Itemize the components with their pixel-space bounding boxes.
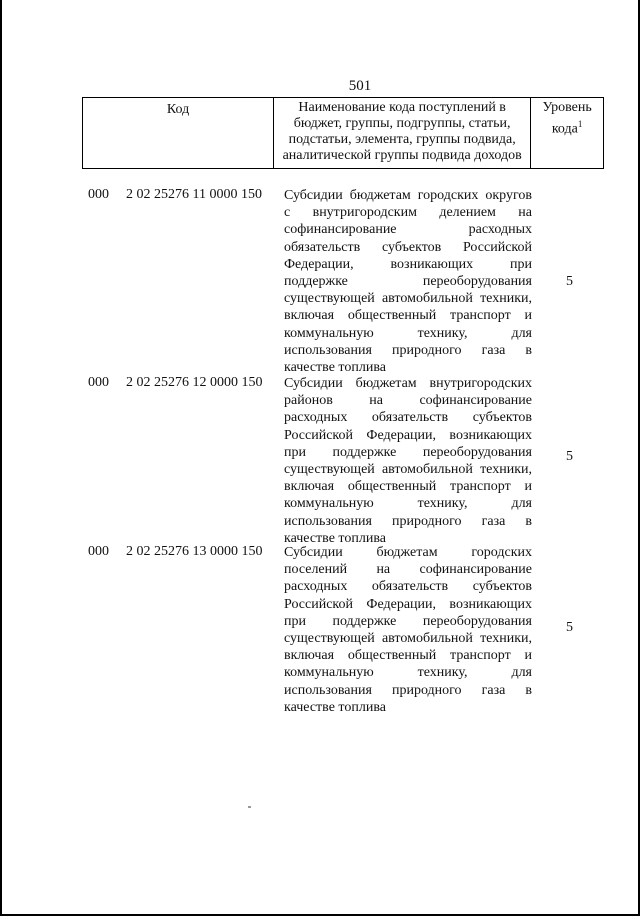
description-line: поселений на софинансирование [284,562,532,578]
description-line: использования природного газа в [284,682,532,698]
description-line: включая общественный транспорт и [284,479,532,495]
description-line: Федерации, возникающих при [284,256,532,272]
description-line: существующей автомобильной техники, [284,631,532,647]
scan-speck [248,806,251,808]
header-name-line: Наименование кода поступлений в [298,100,506,115]
header-name-line: аналитической группы подвида доходов [282,148,522,163]
description-line: Субсидии бюджетам внутригородских [284,376,532,391]
header-level-line1: Уровень [542,100,592,115]
description-line: Российской Федерации, возникающих [284,596,532,612]
description-line: существующей автомобильной техники, [284,462,532,478]
description-line: существующей автомобильной техники, [284,291,532,307]
description-line: Российской Федерации, возникающих [284,427,532,443]
header-level-label: кода [551,121,578,137]
description-line: качестве топлива [284,530,386,546]
description-line: включая общественный транспорт и [284,648,532,664]
header-table [82,97,604,169]
admin-code: 000 [88,544,109,559]
description-line: районов на софинансирование [284,393,532,409]
admin-code: 000 [88,375,109,390]
description-line: Субсидии бюджетам городских округов [284,188,532,203]
code-level: 5 [566,449,573,464]
description-line: софинансирование расходных [284,222,532,238]
page-number: 501 [348,78,372,94]
code-level: 5 [566,274,573,289]
header-name-line: подстатьи, элемента, группы подвида, [288,132,516,147]
description-line: коммунальную технику, для [284,665,532,681]
header-name-line: бюджет, группы, подгруппы, статьи, [293,116,511,131]
description-line: использования природного газа в [284,342,532,358]
description-line: использования природного газа в [284,513,532,529]
description-line: с внутригородским делением на [284,205,532,221]
revenue-code: 2 02 25276 12 0000 150 [126,375,263,390]
admin-code: 000 [88,187,109,202]
revenue-code: 2 02 25276 13 0000 150 [126,544,263,559]
description-line: при поддержке переоборудования [284,444,532,460]
header-name-cell [274,98,531,169]
code-level: 5 [566,620,573,635]
revenue-description [284,544,532,716]
description-line: коммунальную технику, для [284,325,532,341]
description-line: обязательств субъектов Российской [284,239,532,255]
revenue-code: 2 02 25276 11 0000 150 [126,187,262,202]
header-level-line2 [531,116,603,138]
description-line: расходных обязательств субъектов [284,410,532,426]
description-line: качестве топлива [284,360,386,376]
description-line: коммунальную технику, для [284,496,532,512]
header-code-label: Код [166,102,190,117]
description-line: включая общественный транспорт и [284,308,532,324]
description-line: при поддержке переоборудования [284,613,532,629]
description-line: поддержке переоборудования [284,274,532,290]
description-line: Субсидии бюджетам городских [284,545,532,560]
header-level-cell [531,98,604,169]
header-level-footnote: 1 [577,119,583,129]
revenue-description [284,375,532,547]
header-code-cell [83,98,274,169]
revenue-description [284,187,532,376]
description-line: качестве топлива [284,699,386,715]
description-line: расходных обязательств субъектов [284,579,532,595]
